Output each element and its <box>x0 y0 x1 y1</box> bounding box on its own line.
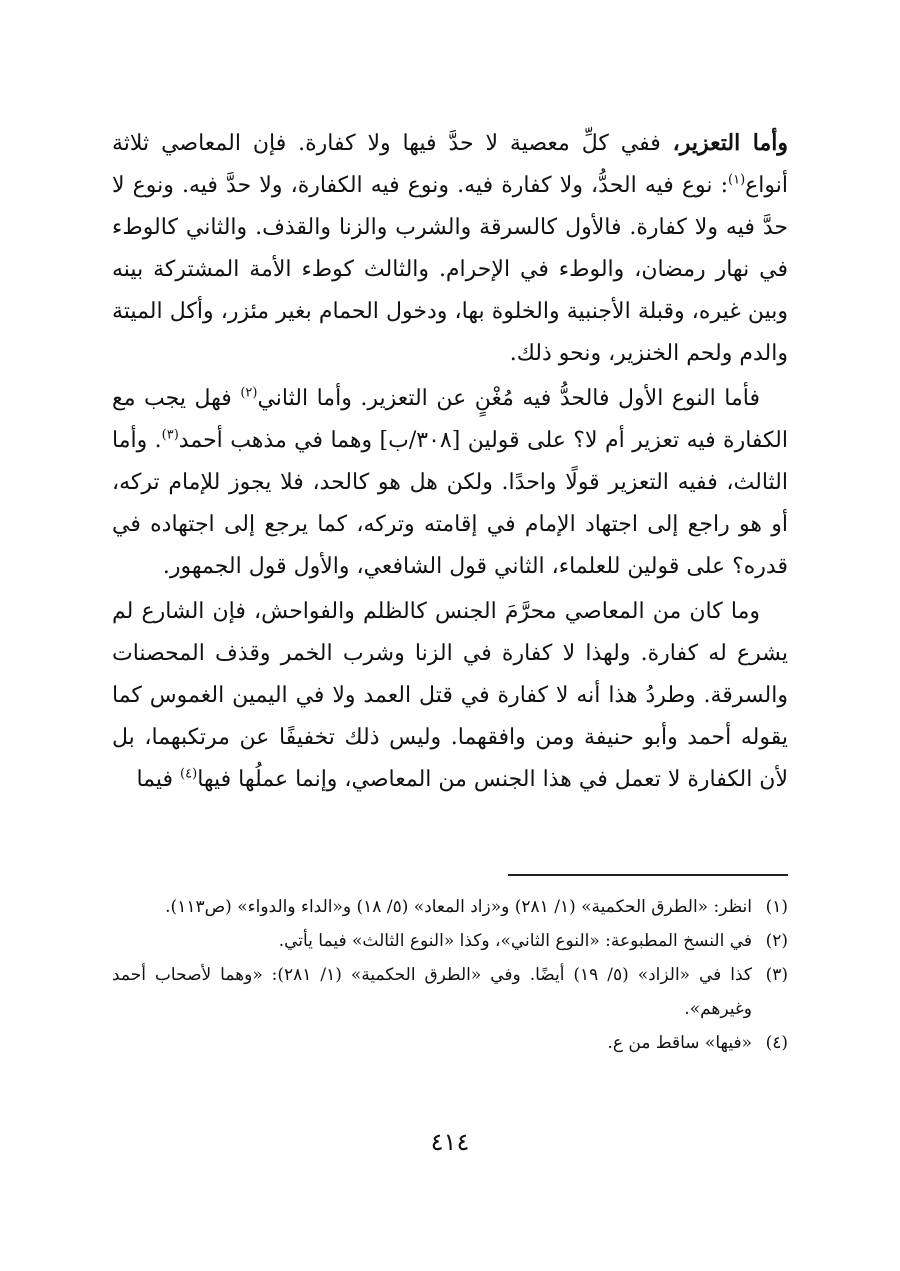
text-run: فهل يجب مع الكفارة فيه تعزير أم لا؟ على قولين [٣٠٨/ب] وهما في مذهب أحمد <box>112 386 789 453</box>
footnote-text: في النسخ المطبوعة: «النوع الثاني»، وكذا «النوع الثالث» فيما يأتي. <box>278 931 752 951</box>
footnote-number: (١) <box>765 897 788 917</box>
footnotes <box>112 890 788 1060</box>
paragraph-3 <box>112 591 788 801</box>
text-run: فيما <box>136 767 181 792</box>
footnote-number: (٣) <box>765 965 788 985</box>
footnote-separator <box>508 874 788 876</box>
footnote-3 <box>112 958 788 1026</box>
text-run: . وأما الثالث، ففيه التعزير قولًا واحدًا. ولكن هل هو كالحد، فلا يجوز للإمام تركه، أو هو راجع إلى اجتهاد الإمام في إقامته وتركه، كما يرجع إلى اجتهاده في قدره؟ على قولين للعلماء، الثاني قول الشافعي، والأول قول الجمهور. <box>112 428 788 579</box>
footnote-ref[interactable]: (٣) <box>161 427 179 443</box>
page-number: ٤١٤ <box>430 1128 470 1156</box>
footnote-number: (٢) <box>765 931 788 951</box>
footnote-text: «فيها» ساقط من ع. <box>607 1033 752 1053</box>
footnote-text: كذا في «الزاد» (٥/ ١٩) أيضًا. وفي «الطرق الحكمية» (١/ ٢٨١): «وهما لأصحاب أحمد وغيرهم». <box>112 965 752 1019</box>
footnote-number: (٤) <box>765 1033 788 1053</box>
text-run: وما كان من المعاصي محرَّمَ الجنس كالظلم والفواحش، فإن الشارع لم يشرع له كفارة. ولهذا لا كفارة في الزنا وشرب الخمر وقذف المحصنات والسرقة. وطردُ هذا أنه لا كفارة في قتل العمد ولا في اليمين الغموس كما يقوله أحمد وأبو حنيفة ومن وافقهما. وليس ذلك تخفيفًا عن مرتكبهما، بل لأن الكفارة لا تعمل في هذا الجنس من المعاصي، وإنما عملُها فيها <box>112 599 788 792</box>
paragraph-1 <box>112 122 788 375</box>
footnote-2 <box>112 924 788 958</box>
text-run: : نوع فيه الحدُّ، ولا كفارة فيه. ونوع فيه الكفارة، ولا حدَّ فيه. ونوع لا حدَّ فيه ولا كفارة. فالأول كالسرقة والشرب والزنا والقذف. والثاني كالوطء في نهار رمضان، والوطء في الإحرام. والثالث كوطء الأمة المشتركة بينه وبين غيره، وقبلة الأجنبية والخلوة بها، ودخول الحمام بغير مئزر، وأكل الميتة والدم ولحم الخنزير، ونحو ذلك. <box>112 173 788 366</box>
footnote-ref[interactable]: (١) <box>728 172 746 188</box>
footnote-ref[interactable]: (٢) <box>240 385 258 401</box>
text-run: فأما النوع الأول فالحدُّ فيه مُغْنٍ عن التعزير. وأما الثاني <box>257 386 761 411</box>
footnote-text: انظر: «الطرق الحكمية» (١/ ٢٨١) و«زاد المعاد» (٥/ ١٨) و«الداء والدواء» (ص١١٣). <box>165 897 752 917</box>
paragraph-2 <box>112 378 788 588</box>
main-text <box>112 122 788 804</box>
text-run: ففي كلِّ معصية لا حدَّ فيها ولا كفارة. فإن المعاصي ثلاثة أنواع <box>112 131 788 198</box>
paragraph-lead: وأما التعزير، <box>672 130 788 156</box>
footnote-4 <box>112 1026 788 1060</box>
footnote-1 <box>112 890 788 924</box>
footnote-ref[interactable]: (٤) <box>180 766 198 782</box>
